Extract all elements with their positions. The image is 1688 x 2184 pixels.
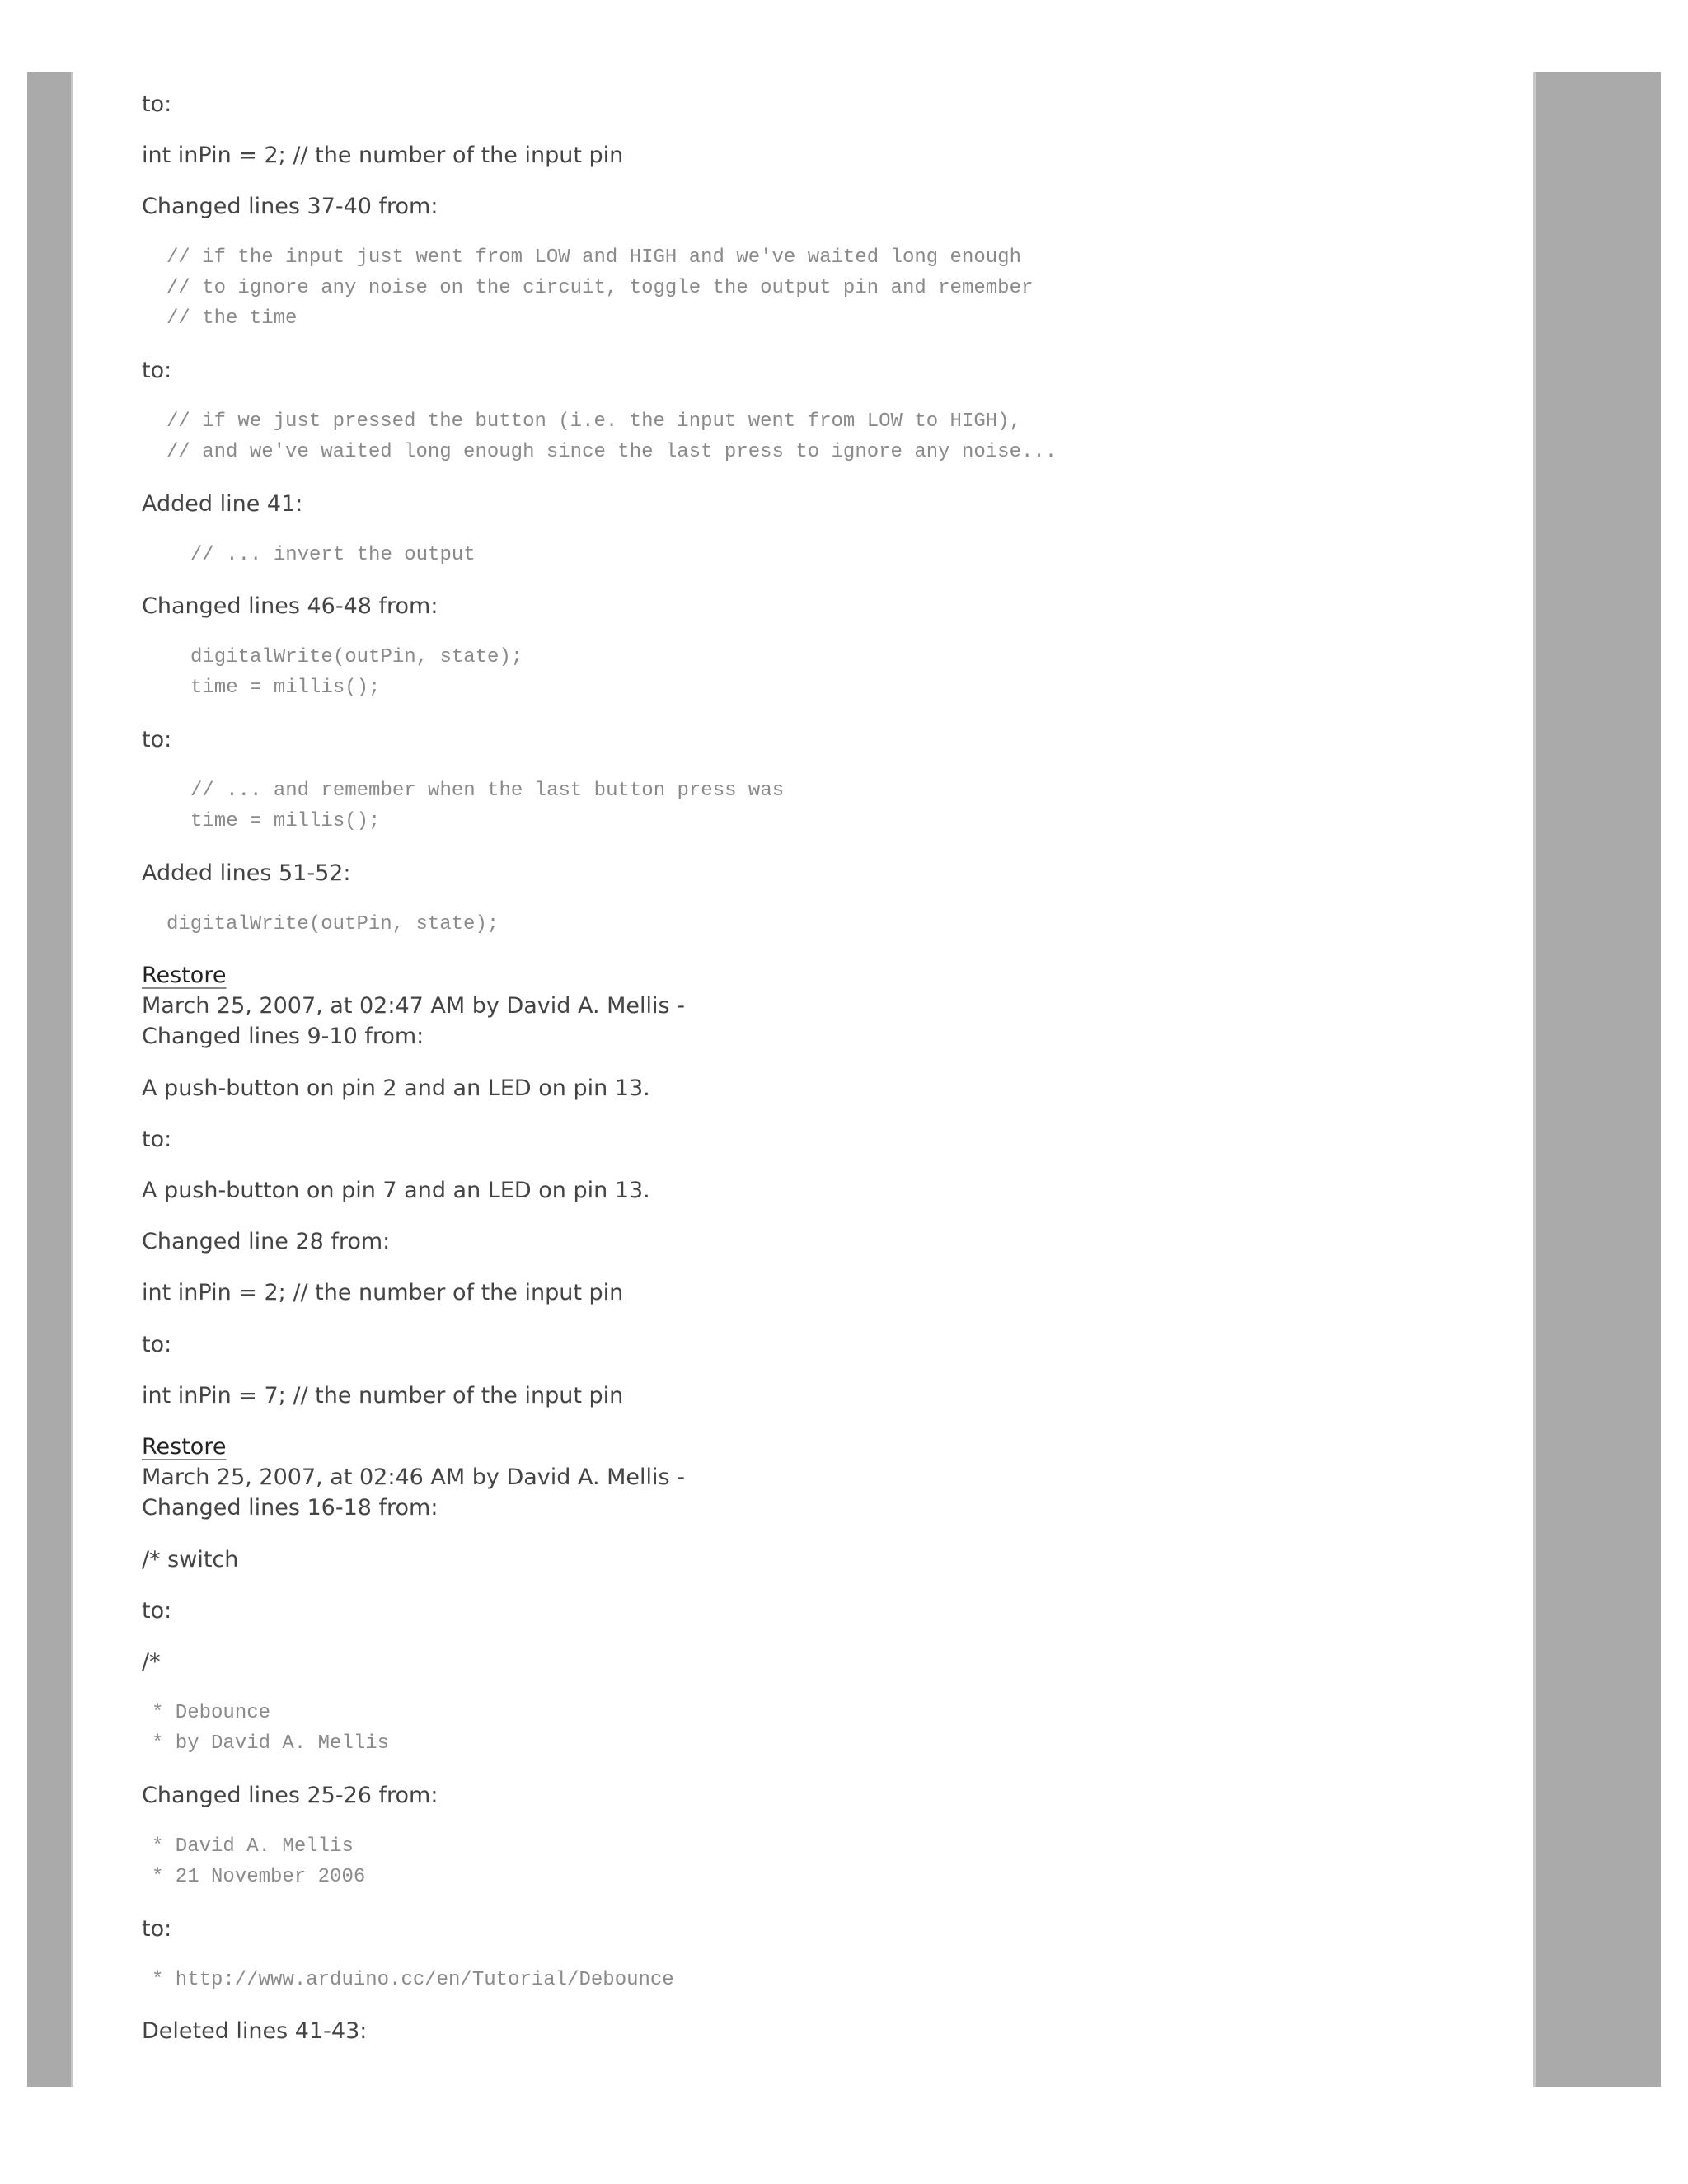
code-line: * Debounce (152, 1702, 271, 1724)
code-line: // ... invert the output (190, 544, 476, 566)
diff-text: int inPin = 7; // the number of the input pin (142, 1383, 624, 1408)
code-line: * 21 November 2006 (152, 1866, 366, 1888)
code-line: // if the input just went from LOW and HIGH and we've waited long enough (166, 246, 1021, 269)
code-line: * David A. Mellis (152, 1835, 354, 1858)
diff-text: int inPin = 2; // the number of the input pin (142, 1280, 624, 1305)
code-line: // the time (166, 307, 298, 330)
diff-label: to: (142, 91, 172, 117)
restore-link[interactable]: Restore (142, 963, 227, 988)
page-content (71, 72, 1536, 2087)
code-line: digitalWrite(outPin, state); (166, 913, 499, 935)
code-line: // and we've waited long enough since the last press to ignore any noise... (166, 441, 1057, 463)
diff-text: int inPin = 2; // the number of the input pin (142, 143, 624, 168)
diff-text: /* switch (142, 1547, 239, 1572)
diff-label: Added line 41: (142, 491, 303, 517)
diff-label: Changed lines 9-10 from: (142, 1024, 424, 1049)
diff-label: Changed lines 46-48 from: (142, 593, 438, 619)
code-line: // if we just pressed the button (i.e. the input went from LOW to HIGH), (166, 410, 1021, 433)
diff-label: Changed lines 25-26 from: (142, 1783, 438, 1808)
code-line: time = millis(); (190, 677, 381, 699)
diff-label: to: (142, 1916, 172, 1942)
diff-label: Deleted lines 41-43: (142, 2018, 368, 2044)
diff-label: to: (142, 1127, 172, 1152)
diff-label: to: (142, 1598, 172, 1624)
code-line: // to ignore any noise on the circuit, toggle the output pin and remember (166, 277, 1034, 299)
diff-label: Changed line 28 from: (142, 1229, 391, 1254)
diff-label: to: (142, 1332, 172, 1357)
code-line: digitalWrite(outPin, state); (190, 646, 523, 668)
diff-text: A push-button on pin 2 and an LED on pin 13. (142, 1076, 650, 1101)
diff-label: to: (142, 358, 172, 383)
code-line: // ... and remember when the last button press was (190, 780, 785, 802)
revision-meta: March 25, 2007, at 02:46 AM by David A. Mellis - (142, 1465, 685, 1490)
code-line: time = millis(); (190, 810, 381, 832)
diff-label: Added lines 51-52: (142, 860, 351, 886)
page-frame (27, 72, 1661, 2087)
diff-label: Changed lines 37-40 from: (142, 194, 438, 219)
code-line: * http://www.arduino.cc/en/Tutorial/Debounce (152, 1969, 674, 1991)
diff-text: A push-button on pin 7 and an LED on pin 13. (142, 1178, 650, 1203)
diff-text: /* (142, 1649, 161, 1675)
code-line: * by David A. Mellis (152, 1732, 390, 1755)
diff-label: to: (142, 727, 172, 752)
diff-label: Changed lines 16-18 from: (142, 1495, 438, 1521)
revision-meta: March 25, 2007, at 02:47 AM by David A. Mellis - (142, 993, 685, 1019)
restore-link[interactable]: Restore (142, 1434, 227, 1460)
